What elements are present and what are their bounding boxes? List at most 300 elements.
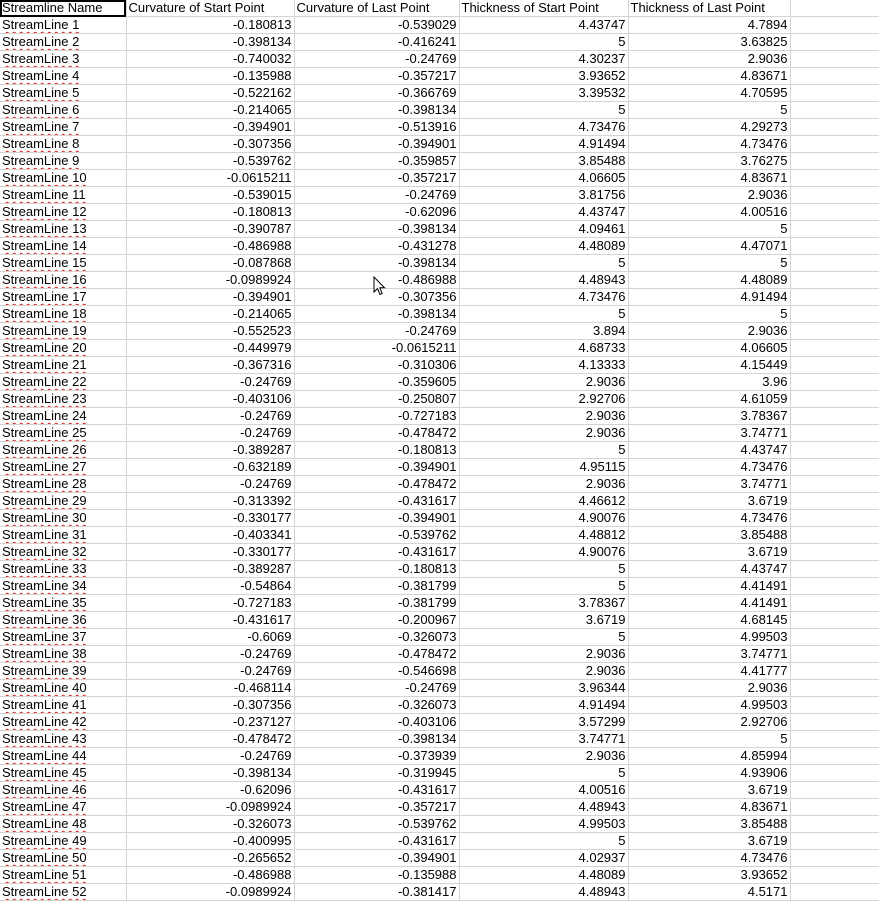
- streamline-name-cell[interactable]: [0, 85, 126, 102]
- streamline-name-cell[interactable]: [0, 221, 126, 238]
- value-cell[interactable]: -0.727183: [294, 408, 459, 425]
- value-cell[interactable]: 5: [628, 221, 790, 238]
- value-cell[interactable]: -0.307356: [126, 136, 294, 153]
- streamline-name-cell[interactable]: [0, 748, 126, 765]
- value-cell[interactable]: 4.13333: [459, 357, 628, 374]
- value-cell[interactable]: -0.522162: [126, 85, 294, 102]
- streamline-name-cell[interactable]: [0, 561, 126, 578]
- value-cell[interactable]: -0.403341: [126, 527, 294, 544]
- streamline-name-cell[interactable]: [0, 663, 126, 680]
- value-cell[interactable]: 4.48943: [459, 884, 628, 901]
- value-cell[interactable]: -0.394901: [294, 510, 459, 527]
- value-cell[interactable]: 5: [459, 578, 628, 595]
- value-cell[interactable]: 4.99503: [628, 629, 790, 646]
- value-cell[interactable]: 5: [459, 765, 628, 782]
- value-cell[interactable]: 2.92706: [459, 391, 628, 408]
- value-cell[interactable]: 4.46612: [459, 493, 628, 510]
- value-cell[interactable]: 5: [459, 442, 628, 459]
- value-cell[interactable]: 4.48943: [459, 799, 628, 816]
- value-cell[interactable]: -0.390787: [126, 221, 294, 238]
- empty-cell[interactable]: [790, 459, 879, 476]
- value-cell[interactable]: 4.73476: [628, 850, 790, 867]
- value-cell[interactable]: 3.74771: [459, 731, 628, 748]
- value-cell[interactable]: 2.9036: [459, 476, 628, 493]
- value-cell[interactable]: -0.403106: [294, 714, 459, 731]
- streamline-name-cell[interactable]: [0, 884, 126, 901]
- empty-cell[interactable]: [790, 34, 879, 51]
- header-cell[interactable]: Thickness of Start Point: [459, 0, 628, 17]
- streamline-name-cell[interactable]: [0, 680, 126, 697]
- value-cell[interactable]: -0.326073: [294, 697, 459, 714]
- value-cell[interactable]: -0.359857: [294, 153, 459, 170]
- value-cell[interactable]: -0.24769: [126, 646, 294, 663]
- value-cell[interactable]: 4.93906: [628, 765, 790, 782]
- value-cell[interactable]: 3.85488: [459, 153, 628, 170]
- value-cell[interactable]: -0.398134: [294, 255, 459, 272]
- value-cell[interactable]: -0.389287: [126, 442, 294, 459]
- value-cell[interactable]: -0.398134: [294, 731, 459, 748]
- value-cell[interactable]: -0.359605: [294, 374, 459, 391]
- streamline-name-cell[interactable]: [0, 799, 126, 816]
- value-cell[interactable]: 4.48089: [459, 867, 628, 884]
- empty-cell[interactable]: [790, 153, 879, 170]
- value-cell[interactable]: 3.78367: [459, 595, 628, 612]
- value-cell[interactable]: 4.68733: [459, 340, 628, 357]
- value-cell[interactable]: -0.24769: [294, 187, 459, 204]
- value-cell[interactable]: -0.0989924: [126, 272, 294, 289]
- empty-cell[interactable]: [790, 578, 879, 595]
- streamline-name-cell[interactable]: [0, 629, 126, 646]
- value-cell[interactable]: 4.48089: [459, 238, 628, 255]
- streamline-name-cell[interactable]: [0, 595, 126, 612]
- streamline-name-cell[interactable]: [0, 340, 126, 357]
- value-cell[interactable]: -0.366769: [294, 85, 459, 102]
- value-cell[interactable]: 4.83671: [628, 68, 790, 85]
- streamline-name-cell[interactable]: [0, 476, 126, 493]
- value-cell[interactable]: -0.373939: [294, 748, 459, 765]
- value-cell[interactable]: 3.74771: [628, 646, 790, 663]
- empty-cell[interactable]: [790, 476, 879, 493]
- streamline-name-cell[interactable]: [0, 425, 126, 442]
- value-cell[interactable]: 5: [628, 102, 790, 119]
- value-cell[interactable]: 4.68145: [628, 612, 790, 629]
- value-cell[interactable]: 4.73476: [459, 119, 628, 136]
- value-cell[interactable]: -0.740032: [126, 51, 294, 68]
- value-cell[interactable]: -0.237127: [126, 714, 294, 731]
- value-cell[interactable]: -0.478472: [294, 425, 459, 442]
- empty-cell[interactable]: [790, 544, 879, 561]
- streamline-name-cell[interactable]: [0, 34, 126, 51]
- value-cell[interactable]: 4.70595: [628, 85, 790, 102]
- empty-cell[interactable]: [790, 187, 879, 204]
- value-cell[interactable]: 5: [628, 255, 790, 272]
- streamline-name-cell[interactable]: [0, 153, 126, 170]
- value-cell[interactable]: -0.403106: [126, 391, 294, 408]
- value-cell[interactable]: 3.96: [628, 374, 790, 391]
- value-cell[interactable]: 4.83671: [628, 799, 790, 816]
- value-cell[interactable]: -0.381799: [294, 578, 459, 595]
- value-cell[interactable]: -0.54864: [126, 578, 294, 595]
- empty-cell[interactable]: [790, 85, 879, 102]
- value-cell[interactable]: 4.48812: [459, 527, 628, 544]
- value-cell[interactable]: -0.468114: [126, 680, 294, 697]
- value-cell[interactable]: 5: [459, 833, 628, 850]
- value-cell[interactable]: -0.546698: [294, 663, 459, 680]
- value-cell[interactable]: -0.367316: [126, 357, 294, 374]
- value-cell[interactable]: 4.43747: [459, 204, 628, 221]
- value-cell[interactable]: 2.9036: [459, 374, 628, 391]
- value-cell[interactable]: 3.6719: [628, 833, 790, 850]
- empty-cell[interactable]: [790, 170, 879, 187]
- value-cell[interactable]: -0.180813: [126, 17, 294, 34]
- header-cell[interactable]: Thickness of Last Point: [628, 0, 790, 17]
- empty-cell[interactable]: [790, 629, 879, 646]
- empty-cell[interactable]: [790, 833, 879, 850]
- value-cell[interactable]: 5: [459, 306, 628, 323]
- value-cell[interactable]: 3.78367: [628, 408, 790, 425]
- empty-cell[interactable]: [790, 595, 879, 612]
- value-cell[interactable]: -0.398134: [294, 221, 459, 238]
- value-cell[interactable]: -0.394901: [294, 136, 459, 153]
- value-cell[interactable]: 4.15449: [628, 357, 790, 374]
- value-cell[interactable]: 2.9036: [459, 425, 628, 442]
- value-cell[interactable]: 4.73476: [628, 510, 790, 527]
- value-cell[interactable]: -0.24769: [126, 748, 294, 765]
- value-cell[interactable]: 3.76275: [628, 153, 790, 170]
- value-cell[interactable]: -0.632189: [126, 459, 294, 476]
- streamline-name-cell[interactable]: [0, 493, 126, 510]
- value-cell[interactable]: 2.9036: [628, 187, 790, 204]
- streamline-name-cell[interactable]: [0, 731, 126, 748]
- value-cell[interactable]: 4.41491: [628, 578, 790, 595]
- empty-cell[interactable]: [790, 17, 879, 34]
- header-cell[interactable]: [790, 0, 879, 17]
- value-cell[interactable]: -0.0615211: [294, 340, 459, 357]
- value-cell[interactable]: 2.9036: [628, 323, 790, 340]
- value-cell[interactable]: -0.539762: [294, 816, 459, 833]
- empty-cell[interactable]: [790, 238, 879, 255]
- value-cell[interactable]: 3.6719: [628, 493, 790, 510]
- header-cell[interactable]: Curvature of Last Point: [294, 0, 459, 17]
- value-cell[interactable]: -0.478472: [294, 476, 459, 493]
- value-cell[interactable]: 4.30237: [459, 51, 628, 68]
- streamline-name-cell[interactable]: [0, 816, 126, 833]
- streamline-name-cell[interactable]: [0, 408, 126, 425]
- streamline-name-cell[interactable]: [0, 204, 126, 221]
- empty-cell[interactable]: [790, 340, 879, 357]
- value-cell[interactable]: 4.99503: [459, 816, 628, 833]
- streamline-name-cell[interactable]: [0, 170, 126, 187]
- value-cell[interactable]: -0.319945: [294, 765, 459, 782]
- value-cell[interactable]: 3.39532: [459, 85, 628, 102]
- value-cell[interactable]: -0.307356: [294, 289, 459, 306]
- value-cell[interactable]: -0.478472: [294, 646, 459, 663]
- streamline-name-cell[interactable]: [0, 374, 126, 391]
- empty-cell[interactable]: [790, 136, 879, 153]
- value-cell[interactable]: 3.6719: [628, 544, 790, 561]
- value-cell[interactable]: 4.00516: [628, 204, 790, 221]
- value-cell[interactable]: 4.43747: [628, 442, 790, 459]
- value-cell[interactable]: -0.398134: [126, 765, 294, 782]
- empty-cell[interactable]: [790, 408, 879, 425]
- empty-cell[interactable]: [790, 255, 879, 272]
- value-cell[interactable]: -0.135988: [126, 68, 294, 85]
- value-cell[interactable]: 2.9036: [459, 748, 628, 765]
- empty-cell[interactable]: [790, 51, 879, 68]
- value-cell[interactable]: -0.431617: [294, 544, 459, 561]
- empty-cell[interactable]: [790, 68, 879, 85]
- value-cell[interactable]: -0.431278: [294, 238, 459, 255]
- empty-cell[interactable]: [790, 425, 879, 442]
- streamline-name-cell[interactable]: [0, 289, 126, 306]
- value-cell[interactable]: 4.43747: [459, 17, 628, 34]
- streamline-name-cell[interactable]: [0, 782, 126, 799]
- value-cell[interactable]: -0.200967: [294, 612, 459, 629]
- value-cell[interactable]: -0.486988: [126, 867, 294, 884]
- streamline-name-cell[interactable]: [0, 867, 126, 884]
- value-cell[interactable]: 3.93652: [459, 68, 628, 85]
- value-cell[interactable]: -0.552523: [126, 323, 294, 340]
- value-cell[interactable]: 5: [459, 629, 628, 646]
- value-cell[interactable]: -0.357217: [294, 68, 459, 85]
- value-cell[interactable]: 3.96344: [459, 680, 628, 697]
- streamline-name-cell[interactable]: [0, 306, 126, 323]
- value-cell[interactable]: -0.087868: [126, 255, 294, 272]
- streamline-name-cell[interactable]: [0, 833, 126, 850]
- value-cell[interactable]: 5: [459, 34, 628, 51]
- value-cell[interactable]: 2.9036: [459, 408, 628, 425]
- empty-cell[interactable]: [790, 527, 879, 544]
- streamline-name-cell[interactable]: [0, 238, 126, 255]
- empty-cell[interactable]: [790, 102, 879, 119]
- value-cell[interactable]: -0.431617: [294, 782, 459, 799]
- value-cell[interactable]: 4.06605: [459, 170, 628, 187]
- streamline-name-cell[interactable]: [0, 578, 126, 595]
- value-cell[interactable]: -0.326073: [294, 629, 459, 646]
- value-cell[interactable]: -0.416241: [294, 34, 459, 51]
- streamline-name-cell[interactable]: [0, 272, 126, 289]
- value-cell[interactable]: -0.398134: [126, 34, 294, 51]
- value-cell[interactable]: 2.9036: [459, 663, 628, 680]
- value-cell[interactable]: 3.57299: [459, 714, 628, 731]
- value-cell[interactable]: 5: [459, 561, 628, 578]
- value-cell[interactable]: 4.90076: [459, 510, 628, 527]
- value-cell[interactable]: 4.91494: [459, 136, 628, 153]
- empty-cell[interactable]: [790, 765, 879, 782]
- empty-cell[interactable]: [790, 850, 879, 867]
- value-cell[interactable]: 4.00516: [459, 782, 628, 799]
- streamline-name-cell[interactable]: [0, 187, 126, 204]
- empty-cell[interactable]: [790, 272, 879, 289]
- value-cell[interactable]: -0.326073: [126, 816, 294, 833]
- empty-cell[interactable]: [790, 374, 879, 391]
- streamline-name-cell[interactable]: [0, 442, 126, 459]
- value-cell[interactable]: -0.357217: [294, 170, 459, 187]
- empty-cell[interactable]: [790, 306, 879, 323]
- value-cell[interactable]: -0.180813: [126, 204, 294, 221]
- value-cell[interactable]: -0.398134: [294, 102, 459, 119]
- value-cell[interactable]: -0.307356: [126, 697, 294, 714]
- streamline-name-cell[interactable]: [0, 544, 126, 561]
- empty-cell[interactable]: [790, 391, 879, 408]
- value-cell[interactable]: -0.313392: [126, 493, 294, 510]
- value-cell[interactable]: -0.180813: [294, 442, 459, 459]
- empty-cell[interactable]: [790, 221, 879, 238]
- value-cell[interactable]: -0.449979: [126, 340, 294, 357]
- value-cell[interactable]: 4.41491: [628, 595, 790, 612]
- value-cell[interactable]: -0.381799: [294, 595, 459, 612]
- value-cell[interactable]: 2.9036: [459, 646, 628, 663]
- value-cell[interactable]: 4.02937: [459, 850, 628, 867]
- value-cell[interactable]: -0.214065: [126, 306, 294, 323]
- value-cell[interactable]: 4.48089: [628, 272, 790, 289]
- value-cell[interactable]: -0.6069: [126, 629, 294, 646]
- streamline-name-cell[interactable]: [0, 136, 126, 153]
- empty-cell[interactable]: [790, 884, 879, 901]
- header-cell[interactable]: Curvature of Start Point: [126, 0, 294, 17]
- streamline-name-cell[interactable]: [0, 102, 126, 119]
- value-cell[interactable]: 4.47071: [628, 238, 790, 255]
- empty-cell[interactable]: [790, 646, 879, 663]
- value-cell[interactable]: 4.73476: [628, 459, 790, 476]
- streamline-name-cell[interactable]: [0, 459, 126, 476]
- value-cell[interactable]: -0.381417: [294, 884, 459, 901]
- streamline-name-cell[interactable]: [0, 17, 126, 34]
- empty-cell[interactable]: [790, 782, 879, 799]
- value-cell[interactable]: -0.330177: [126, 544, 294, 561]
- value-cell[interactable]: 3.74771: [628, 476, 790, 493]
- streamline-name-cell[interactable]: [0, 697, 126, 714]
- value-cell[interactable]: 3.6719: [459, 612, 628, 629]
- value-cell[interactable]: -0.394901: [126, 289, 294, 306]
- value-cell[interactable]: 3.85488: [628, 816, 790, 833]
- empty-cell[interactable]: [790, 612, 879, 629]
- value-cell[interactable]: 3.894: [459, 323, 628, 340]
- value-cell[interactable]: 4.99503: [628, 697, 790, 714]
- value-cell[interactable]: -0.431617: [294, 493, 459, 510]
- empty-cell[interactable]: [790, 204, 879, 221]
- streamline-name-cell[interactable]: [0, 119, 126, 136]
- empty-cell[interactable]: [790, 799, 879, 816]
- value-cell[interactable]: 4.09461: [459, 221, 628, 238]
- value-cell[interactable]: 5: [459, 102, 628, 119]
- value-cell[interactable]: 4.29273: [628, 119, 790, 136]
- value-cell[interactable]: 4.91494: [628, 289, 790, 306]
- value-cell[interactable]: -0.330177: [126, 510, 294, 527]
- value-cell[interactable]: 3.63825: [628, 34, 790, 51]
- value-cell[interactable]: 3.81756: [459, 187, 628, 204]
- streamline-name-cell[interactable]: [0, 51, 126, 68]
- value-cell[interactable]: -0.389287: [126, 561, 294, 578]
- value-cell[interactable]: -0.24769: [126, 425, 294, 442]
- value-cell[interactable]: 4.83671: [628, 170, 790, 187]
- value-cell[interactable]: -0.539029: [294, 17, 459, 34]
- value-cell[interactable]: -0.394901: [126, 119, 294, 136]
- value-cell[interactable]: 4.61059: [628, 391, 790, 408]
- empty-cell[interactable]: [790, 867, 879, 884]
- streamline-name-cell[interactable]: [0, 68, 126, 85]
- value-cell[interactable]: -0.180813: [294, 561, 459, 578]
- value-cell[interactable]: 4.06605: [628, 340, 790, 357]
- empty-cell[interactable]: [790, 816, 879, 833]
- value-cell[interactable]: 3.74771: [628, 425, 790, 442]
- value-cell[interactable]: -0.24769: [126, 374, 294, 391]
- value-cell[interactable]: -0.539015: [126, 187, 294, 204]
- value-cell[interactable]: 4.91494: [459, 697, 628, 714]
- empty-cell[interactable]: [790, 510, 879, 527]
- value-cell[interactable]: -0.539762: [126, 153, 294, 170]
- streamline-name-cell[interactable]: [0, 850, 126, 867]
- value-cell[interactable]: 4.7894: [628, 17, 790, 34]
- value-cell[interactable]: -0.539762: [294, 527, 459, 544]
- empty-cell[interactable]: [790, 663, 879, 680]
- value-cell[interactable]: 4.48943: [459, 272, 628, 289]
- streamline-name-cell[interactable]: [0, 765, 126, 782]
- value-cell[interactable]: 3.93652: [628, 867, 790, 884]
- value-cell[interactable]: -0.357217: [294, 799, 459, 816]
- value-cell[interactable]: 4.43747: [628, 561, 790, 578]
- value-cell[interactable]: -0.24769: [126, 663, 294, 680]
- value-cell[interactable]: 4.90076: [459, 544, 628, 561]
- empty-cell[interactable]: [790, 748, 879, 765]
- streamline-name-cell[interactable]: [0, 527, 126, 544]
- streamline-name-cell[interactable]: [0, 714, 126, 731]
- streamline-name-cell[interactable]: [0, 391, 126, 408]
- streamline-name-cell[interactable]: [0, 357, 126, 374]
- value-cell[interactable]: -0.431617: [126, 612, 294, 629]
- value-cell[interactable]: -0.265652: [126, 850, 294, 867]
- value-cell[interactable]: -0.62096: [126, 782, 294, 799]
- value-cell[interactable]: -0.24769: [294, 323, 459, 340]
- value-cell[interactable]: 4.85994: [628, 748, 790, 765]
- value-cell[interactable]: -0.513916: [294, 119, 459, 136]
- empty-cell[interactable]: [790, 323, 879, 340]
- value-cell[interactable]: -0.0989924: [126, 799, 294, 816]
- empty-cell[interactable]: [790, 731, 879, 748]
- value-cell[interactable]: 4.73476: [628, 136, 790, 153]
- value-cell[interactable]: -0.0989924: [126, 884, 294, 901]
- value-cell[interactable]: -0.0615211: [126, 170, 294, 187]
- value-cell[interactable]: 2.9036: [628, 680, 790, 697]
- value-cell[interactable]: 3.85488: [628, 527, 790, 544]
- empty-cell[interactable]: [790, 289, 879, 306]
- value-cell[interactable]: -0.394901: [294, 459, 459, 476]
- value-cell[interactable]: 4.5171: [628, 884, 790, 901]
- streamline-name-cell[interactable]: [0, 612, 126, 629]
- value-cell[interactable]: -0.310306: [294, 357, 459, 374]
- empty-cell[interactable]: [790, 697, 879, 714]
- streamline-name-cell[interactable]: [0, 255, 126, 272]
- empty-cell[interactable]: [790, 680, 879, 697]
- value-cell[interactable]: 4.73476: [459, 289, 628, 306]
- value-cell[interactable]: -0.24769: [294, 51, 459, 68]
- value-cell[interactable]: -0.250807: [294, 391, 459, 408]
- empty-cell[interactable]: [790, 357, 879, 374]
- empty-cell[interactable]: [790, 714, 879, 731]
- empty-cell[interactable]: [790, 119, 879, 136]
- value-cell[interactable]: 2.92706: [628, 714, 790, 731]
- value-cell[interactable]: -0.24769: [294, 680, 459, 697]
- value-cell[interactable]: -0.727183: [126, 595, 294, 612]
- value-cell[interactable]: -0.62096: [294, 204, 459, 221]
- empty-cell[interactable]: [790, 442, 879, 459]
- value-cell[interactable]: -0.486988: [294, 272, 459, 289]
- value-cell[interactable]: -0.431617: [294, 833, 459, 850]
- value-cell[interactable]: -0.214065: [126, 102, 294, 119]
- value-cell[interactable]: 5: [628, 306, 790, 323]
- streamline-name-cell[interactable]: [0, 646, 126, 663]
- empty-cell[interactable]: [790, 561, 879, 578]
